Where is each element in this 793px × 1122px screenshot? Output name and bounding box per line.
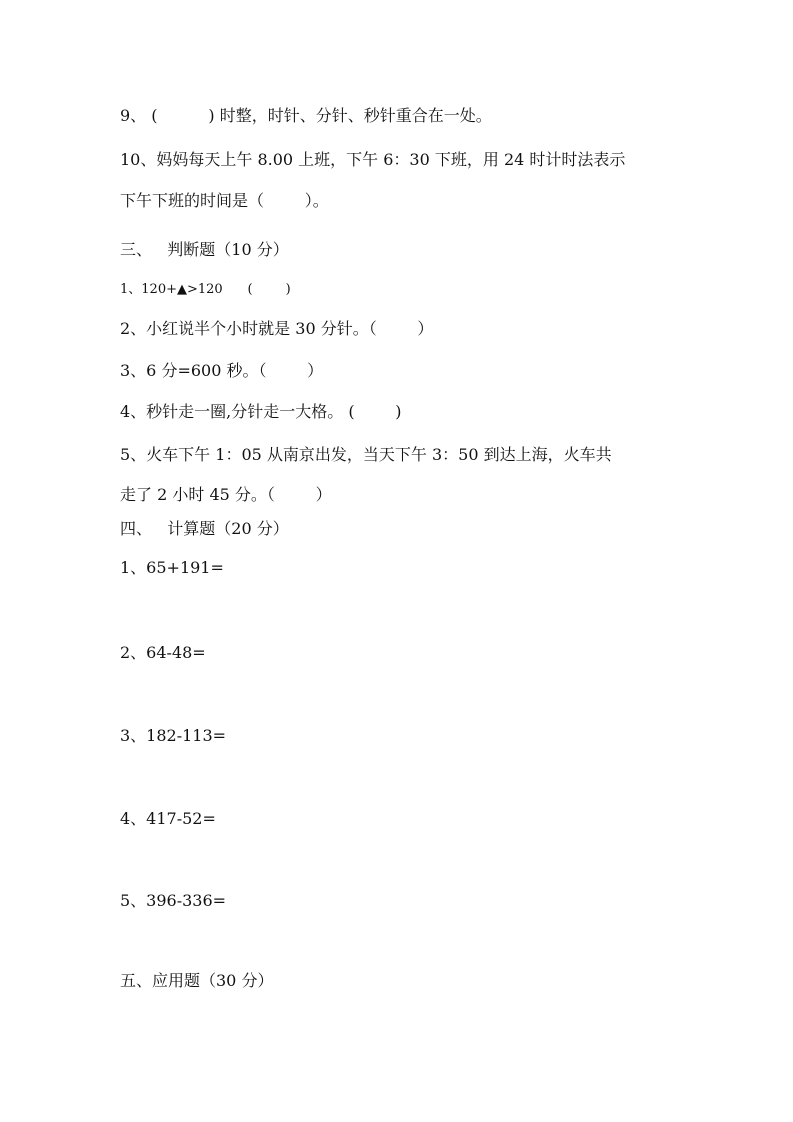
calc-item-2: 2、64-48=: [120, 643, 206, 662]
calc-item-3: 3、182-113=: [120, 726, 227, 745]
calc-item-4: 4、417-52=: [120, 809, 216, 828]
judge-item-4: 4、秒针走一圈,分针走一大格。 ( ): [120, 402, 402, 421]
calc-item-1: 1、65+191=: [120, 558, 224, 577]
judge-item-1: 1、120+▲>120 ( ): [120, 282, 291, 297]
calc-item-5: 5、396-336=: [120, 891, 227, 910]
judge-item-2: 2、小红说半个小时就是 30 分针。（ ）: [120, 319, 434, 338]
question-10-line-2: 下午下班的时间是（ ）。: [120, 191, 329, 210]
judge-section-heading: 三、 判断题（10 分）: [120, 240, 289, 259]
judge-item-5-line-2: 走了 2 小时 45 分。（ ）: [120, 485, 332, 504]
application-section-heading: 五、应用题（30 分）: [120, 971, 274, 990]
judge-item-5-line-1: 5、火车下午 1：05 从南京出发，当天下午 3：50 到达上海，火车共: [120, 445, 612, 464]
question-9: 9、 ( ) 时整，时针、分针、秒针重合在一处。: [120, 106, 492, 125]
calc-section-heading: 四、 计算题（20 分）: [120, 519, 289, 538]
judge-item-3: 3、6 分=600 秒。（ ）: [120, 361, 324, 380]
question-10-line-1: 10、妈妈每天上午 8.00 上班，下午 6：30 下班，用 24 时计时法表示: [120, 150, 626, 169]
